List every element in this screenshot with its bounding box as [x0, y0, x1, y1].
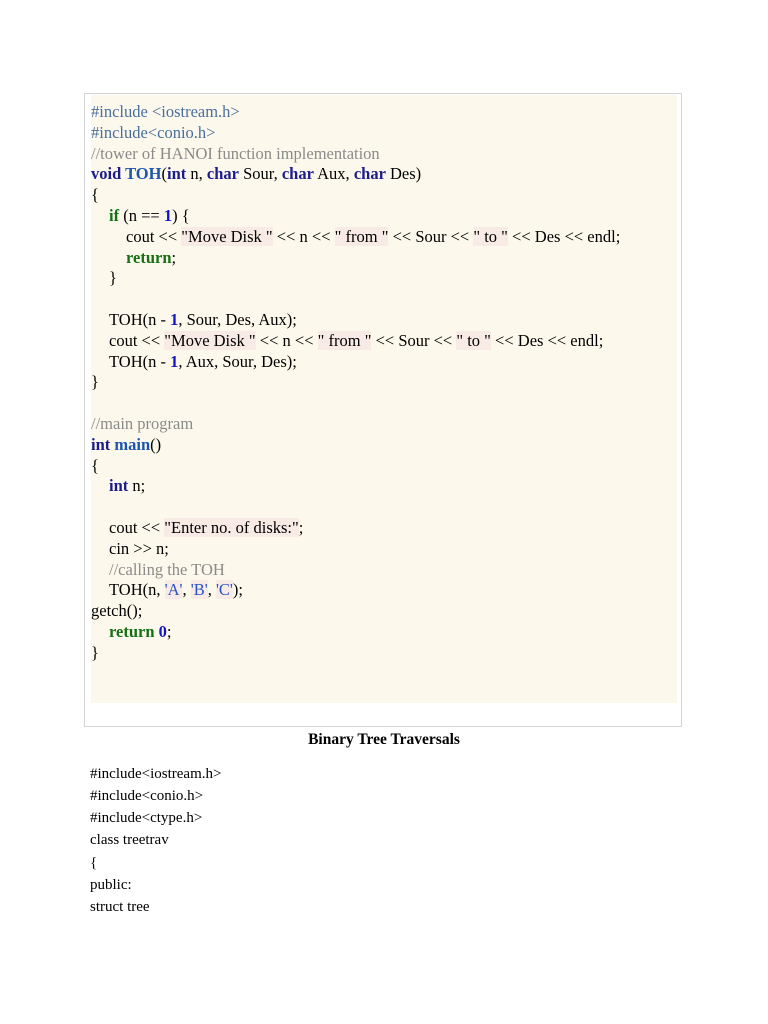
code-line: #include<ctype.h>: [90, 810, 203, 826]
code-line: struct tree: [90, 899, 150, 915]
code-token: 'A': [164, 580, 183, 600]
code-token: //tower of HANOI function implementation: [91, 143, 380, 163]
code-token: n;: [128, 476, 146, 496]
code-token: if: [109, 206, 120, 225]
code-line: [91, 517, 303, 538]
code-line: [91, 455, 99, 476]
code-token: //calling the TOH: [109, 559, 225, 579]
code-token: Sour,: [238, 164, 282, 184]
code-token: return: [126, 247, 172, 267]
code-line: [91, 579, 243, 600]
code-token: return: [109, 622, 155, 641]
code-token: 1: [170, 351, 179, 371]
code-line: [91, 351, 297, 372]
code-token: Des): [385, 164, 422, 184]
code-line: [91, 309, 297, 330]
code-token: cout <<: [109, 518, 165, 537]
code-line: [91, 600, 142, 621]
code-token: #include <iostream.h>: [91, 102, 240, 121]
code-token: " to ": [456, 330, 491, 350]
code-token: "Enter no. of disks:": [164, 518, 299, 537]
code-token: TOH(n -: [109, 351, 171, 371]
code-line: [91, 434, 161, 455]
code-frame: [84, 93, 682, 727]
code-token: cout <<: [109, 330, 165, 350]
code-line: [91, 205, 190, 226]
code-line: [91, 621, 172, 642]
code-token: int: [91, 434, 115, 454]
code-line: [91, 538, 169, 559]
code-token: );: [232, 580, 243, 600]
code-token: void: [91, 164, 126, 184]
code-token: 'C': [215, 580, 233, 600]
code-token: " from ": [334, 226, 389, 246]
code-line: [91, 413, 193, 434]
code-token: Aux,: [313, 164, 354, 184]
code-token: (): [150, 434, 162, 454]
code-line: [91, 371, 99, 392]
code-token: (: [161, 164, 167, 184]
code-token: ;: [298, 518, 304, 537]
code-token: , Sour, Des, Aux);: [178, 310, 297, 329]
code-line: public:: [90, 877, 132, 893]
code-block-toh: [91, 95, 677, 703]
code-token: , Aux, Sour, Des);: [178, 351, 297, 371]
code-line: {: [90, 855, 98, 871]
code-line: [91, 122, 215, 143]
code-line: [91, 184, 99, 205]
section-title: Binary Tree Traversals: [308, 731, 460, 748]
code-line: #include<iostream.h>: [90, 766, 222, 782]
code-token: char: [206, 164, 239, 184]
code-token: 'B': [190, 580, 208, 600]
code-line: [91, 330, 603, 351]
code-line: [91, 226, 620, 247]
code-token: }: [91, 642, 99, 662]
code-token: ;: [166, 622, 172, 641]
code-token: {: [91, 185, 99, 205]
code-token: TOH(n -: [109, 310, 171, 329]
code-token: int: [166, 164, 187, 184]
code-line: [91, 163, 421, 184]
code-token: (n ==: [119, 206, 164, 225]
code-line: [91, 101, 240, 122]
code-line: [91, 247, 176, 268]
code-token: #include<conio.h>: [91, 122, 216, 142]
code-token: << Des << endl;: [490, 330, 604, 350]
code-line: [91, 642, 99, 663]
code-token: TOH: [125, 164, 162, 184]
code-token: << Sour <<: [371, 330, 457, 350]
code-token: "Move Disk ": [164, 330, 256, 350]
code-token: ,: [182, 580, 191, 600]
code-token: 1: [170, 310, 179, 329]
code-line: #include<conio.h>: [90, 788, 204, 804]
code-token: TOH(n,: [109, 580, 165, 600]
code-token: ;: [171, 247, 177, 267]
code-token: "Move Disk ": [181, 226, 273, 246]
code-token: }: [109, 268, 117, 288]
code-token: 1: [163, 206, 173, 225]
code-token: << n <<: [255, 330, 318, 350]
code-token: char: [353, 164, 386, 184]
code-token: {: [91, 455, 99, 475]
code-token: << Des << endl;: [507, 226, 621, 246]
code-token: char: [281, 164, 314, 184]
code-token: " from ": [317, 330, 372, 350]
code-line: class treetrav: [90, 832, 169, 848]
code-line: [91, 475, 145, 496]
code-token: n,: [186, 164, 207, 184]
code-token: 0: [158, 622, 167, 641]
code-token: " to ": [473, 226, 508, 246]
code-token: << Sour <<: [388, 226, 474, 246]
code-token: //main program: [91, 414, 194, 433]
code-token: int: [109, 476, 129, 496]
code-token: cout <<: [126, 226, 182, 246]
code-token: ) {: [172, 206, 190, 225]
code-token: cin >> n;: [109, 538, 169, 558]
code-line: [91, 143, 380, 164]
code-token: }: [91, 372, 99, 392]
code-token: << n <<: [272, 226, 335, 246]
code-line: [91, 559, 225, 580]
code-line: [91, 267, 117, 288]
code-token: getch();: [91, 601, 143, 621]
code-token: main: [114, 434, 151, 454]
code-token: ,: [207, 580, 216, 600]
